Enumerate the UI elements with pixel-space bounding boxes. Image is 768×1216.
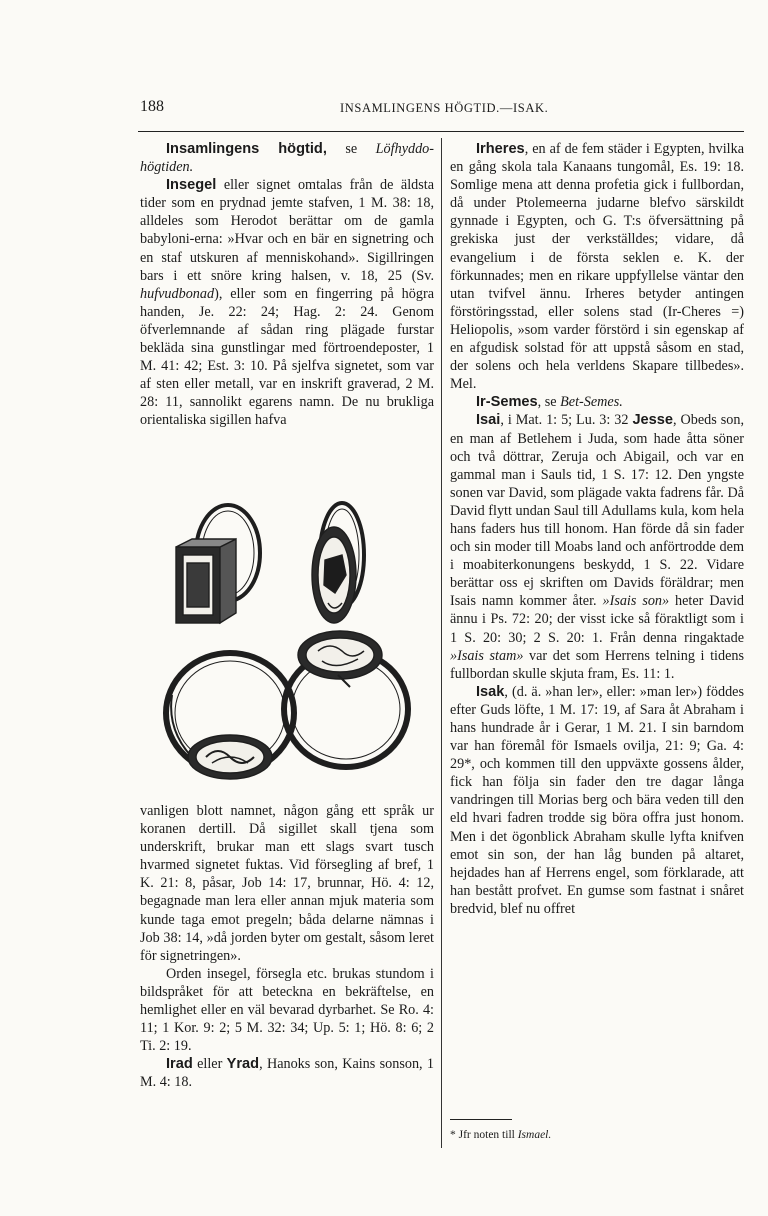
column-rule bbox=[441, 138, 442, 1148]
entry-text: , i Mat. 1: 5; Lu. 3: 32 bbox=[500, 412, 633, 429]
right-column bbox=[450, 140, 744, 918]
entry-text: , en af de fem städer i Egypten, hvilka en gång skola tala Kanaans tungomål, Es. 19: 18. Somlige mena att denna profetia gick i fullbordan, då under Ptolemeerna judarne blefvo särskildt gynnade i Egypten, och G. T:s öfversättning på grekiska just der verkställdes; vidare, då evangelium i de första seklen e. K. der förkunnades; men en rikare uppfyllelse väntar den utan tvifvel ännu. Irheres betyder antingen förstöringsstad, eller solens stad (Ir-Cheres =) Heliopolis, »som varder förstörd i sin egenskap af en afgudisk solstad för att uppstå såsom en stad, der solens och hela verldens Skapare tillbedes». Mel. bbox=[450, 141, 744, 393]
headword: Yrad bbox=[226, 1056, 260, 1073]
left-column-bottom bbox=[140, 802, 434, 1092]
headword: Insegel bbox=[166, 177, 217, 194]
entry-isak bbox=[450, 683, 744, 918]
entry-insamlingens-hogtid bbox=[140, 140, 434, 176]
italic-term: »Isais stam» bbox=[450, 647, 524, 664]
entry-ir-semes bbox=[450, 393, 744, 411]
page-number: 188 bbox=[140, 98, 164, 115]
entry-text: se bbox=[326, 141, 376, 157]
italic-term: »Isais son» bbox=[602, 593, 670, 610]
running-head: INSAMLINGENS HÖGTID.—ISAK. bbox=[340, 101, 549, 115]
entry-irad bbox=[140, 1055, 434, 1091]
headword: Isai bbox=[476, 412, 501, 429]
footnote bbox=[450, 1128, 744, 1142]
footnote-reference: Ismael. bbox=[517, 1129, 552, 1141]
header-rule bbox=[138, 131, 744, 132]
italic-term: hufvudbonad bbox=[140, 285, 215, 302]
headword: Insamlingens högtid, bbox=[166, 141, 327, 157]
cross-reference: Bet-Semes. bbox=[560, 394, 623, 411]
signet-ring-icon bbox=[284, 631, 408, 767]
oval-seal-ring-icon bbox=[312, 503, 364, 623]
box-ring-icon bbox=[176, 505, 260, 623]
entry-isai bbox=[450, 411, 744, 682]
entry-text: var det som Herrens telning i tidens fullbordan skulle skjuta fram, Es. 11: 1. bbox=[450, 647, 744, 682]
entry-text: ), eller som en fingerring på högra handen, Je. 22: 24; Hag. 2: 24. Genom öfverlemnande af sådan ring plägade furstar bekläda sina gunstlingar med förtroendeposter, 1 M. 41: 42; Est. 3: 10. På sjelfva signetet, som var af sten eller metall, var en inskrift graverad, 2 M. 28: 11, sannolikt egarens namn. De nu brukliga orientaliska sigillen hafva bbox=[140, 285, 434, 429]
entry-text: , (d. ä. »han ler», eller: »man ler») föddes efter Guds löfte, 1 M. 17: 19, af Sara åt Abraham i hans hundrade år i Gerar, 1 M. 21. I sin barndom var han föremål för Ismaels ovilja, 21: 9; Ga. 4: 29*, och kommen till den uppväxte gossens ålder, fick han följa sin fader den tre dagar långa vandringen till Morias berg och bära veden till den eld hvari fadren trodde sig böra offra just honom. Men i det ögonblick Abraham skulle lyfta knifven emot sin son, der han låg bunden på altaret, hejdades han af Herrens engel, som förklarade, att han bestått profvet. En gumse som fastnat i snåret bredvid, blef nu offret bbox=[450, 683, 744, 917]
entry-text: , Obeds son, en man af Betlehem i Juda, som hade åtta söner och två döttrar, Zeruja och Abigail, och var en gammal man i Sauls tid, 1 S. 17: 12. Den yngste sonen var David, som plägade vakta fadrens får. Då David flytt undan Saul till Adullams kula, kom hela hans faders hus till honom. Han förde då sin fader och sin moder till Moabs land och anförtrodde dem i moabiterkonungens beskydd, 1 S. 22. Vidare berättar oss ej skriften om Davids föräldrar; men Isais namn kommer åter. bbox=[450, 412, 744, 610]
entry-text: , Hanoks son, Kains sonson, 1 M. 4: 18. bbox=[140, 1056, 435, 1091]
headword: Ir-Semes bbox=[476, 394, 538, 411]
entry-text: eller bbox=[192, 1056, 227, 1073]
seal-rings-illustration bbox=[160, 495, 422, 795]
entry-text: heter David ännu i Ps. 72: 20; der visst icke så föraktligt som i 1 S. 20: 30; 2 S. 20: 1. Från denna ringaktade bbox=[450, 593, 744, 646]
headword: Isak bbox=[476, 683, 505, 700]
headword: Irheres bbox=[476, 141, 525, 157]
cross-reference: Löfhyddo-högtiden. bbox=[140, 141, 434, 176]
headword: Jesse bbox=[632, 412, 674, 429]
left-column-top bbox=[140, 140, 434, 430]
entry-irheres bbox=[450, 140, 744, 393]
entry-insegel bbox=[140, 176, 434, 429]
footnote-text: * Jfr noten till bbox=[450, 1129, 518, 1141]
footnote-rule bbox=[450, 1119, 512, 1120]
entry-text: , se bbox=[537, 394, 561, 411]
page-header bbox=[140, 98, 744, 120]
headword: Irad bbox=[166, 1056, 193, 1073]
entry-insegel-continued: vanligen blott namnet, någon gång ett språk ur koranen dertill. Då sigillet skall tjena som underskrift, brukar man ett slags svart tusch hvarmed signetet fuktas. Vid försegling af bref, 1 K. 21: 8, påsar, Job 14: 17, brunnar, Hö. 4: 12, begagnade man lera eller annan mjuk materia som kunde taga emot pregeln; båda delarne nämnas i Job 38: 14, »då jorden byter om gestalt, såsom leret för signetringen». bbox=[140, 803, 434, 964]
entry-text: eller signet omtalas från de äldsta tider som en prydnad jemte stafven, 1 M. 38: 18, alldeles som Herodot berättar om de gamla babyloni-erna: »Hvar och en bär en signetring och en staf utskuren af menniskohand». Sigillringen bars i ett snöre kring halsen, v. 18, 25 (Sv. bbox=[140, 177, 434, 284]
large-ring-icon bbox=[166, 653, 294, 779]
entry-insegel-figurative: Orden insegel, försegla etc. brukas stundom i bildspråket för att beteckna en bekräftelse, en hemlighet eller en väl bevarad dyrbarhet. Se Ro. 4: 11; 1 Kor. 9: 2; 5 M. 32: 34; Up. 5: 1; Hö. 8: 6; 2 Ti. 2: 19. bbox=[140, 965, 434, 1055]
